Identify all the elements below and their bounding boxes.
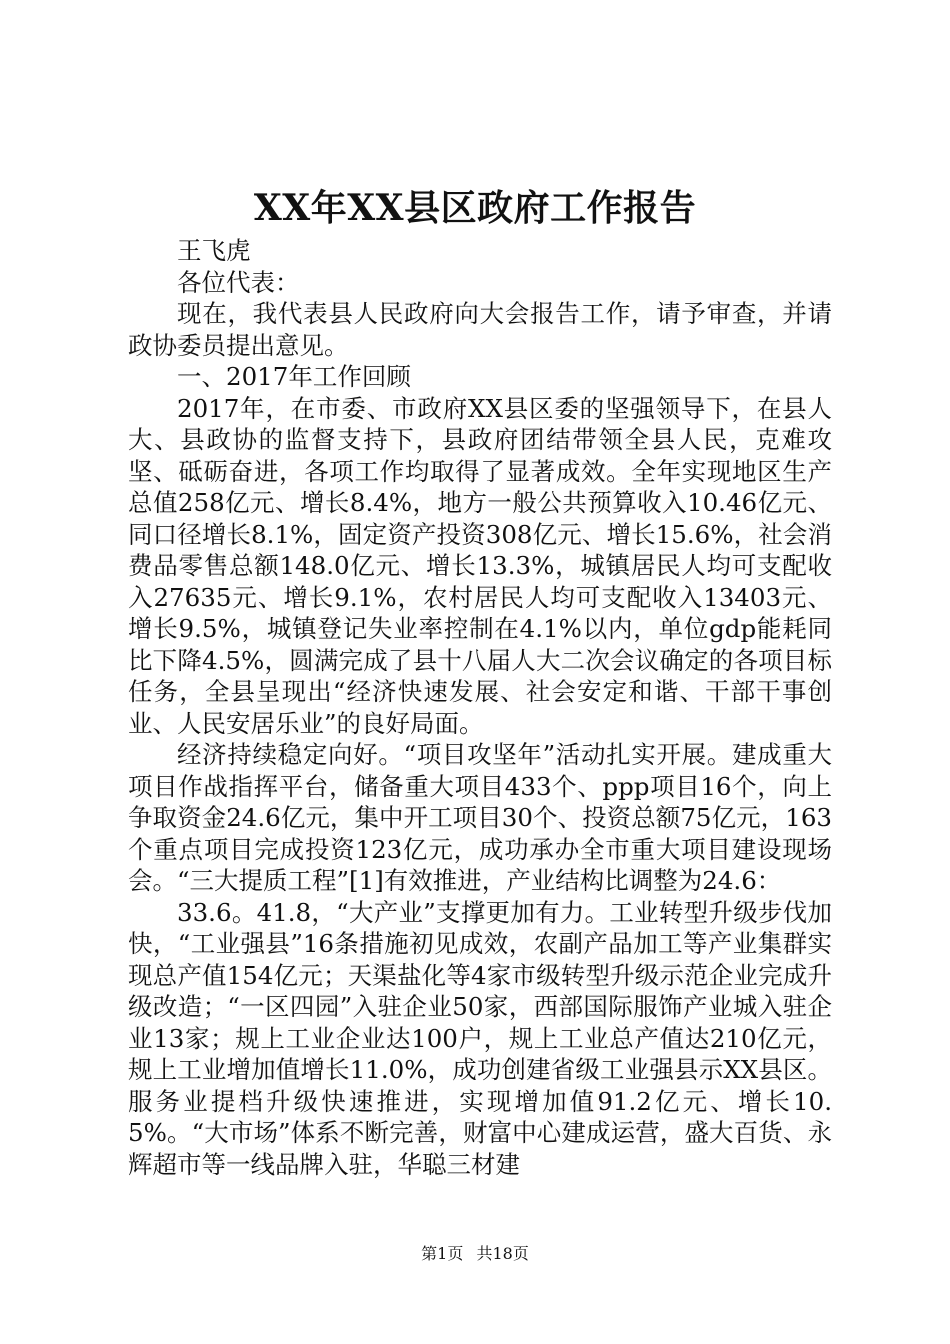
page-number: 第1页 bbox=[421, 1244, 464, 1263]
page-total: 共18页 bbox=[476, 1244, 529, 1263]
paragraph-industry: 33.6。41.8，“大产业”支撑更加有力。工业转型升级步伐加快，“工业强县”16条措施初见成效，农副产品加工等产业集群实现总产值154亿元；天渠盐化等4家市级转型升级示范企业完成升级改造；“一区四园”入驻企业50家，西部国际服饰产业城入驻企业13家；规上工业企业达100户，规上工业总产值达210亿元，规上工业增加值增长11.0%，成功创建省级工业强县示XX县区。服务业提档升级快速推进，实现增加值91.2亿元、增长10.5%。“大市场”体系不断完善，财富中心建成运营，盛大百货、永辉超市等一线品牌入驻，华聪三材建 bbox=[128, 897, 832, 1179]
salutation: 各位代表： bbox=[177, 267, 300, 297]
paragraph-intro: 现在，我代表县人民政府向大会报告工作，请予审查，并请政协委员提出意见。 bbox=[128, 299, 832, 360]
page-footer bbox=[0, 1243, 950, 1265]
paragraph-summary: 2017年，在市委、市政府XX县区委的坚强领导下，在县人大、县政协的监督支持下，县政府团结带领全县人民，克难攻坚、砥砺奋进，各项工作均取得了显著成效。全年实现地区生产总值258亿元、增长8.4%，地方一般公共预算收入10.46亿元、同口径增长8.1%，固定资产投资308亿元、增长15.6%，社会消费品零售总额148.0亿元、增长13.3%，城镇居民人均可支配收入27635元、增长9.1%，农村居民人均可支配收入13403元、增长9.5%，城镇登记失业率控制在4.1%以内，单位gdp能耗同比下降4.5%，圆满完成了县十八届人大二次会议确定的各项目标任务，全县呈现出“经济快速发展、社会安定和谐、干部干事创业、人民安居乐业”的良好局面。 bbox=[128, 393, 832, 738]
author-line: 王飞虎 bbox=[177, 236, 251, 265]
paragraph-economy: 经济持续稳定向好。“项目攻坚年”活动扎实开展。建成重大项目作战指挥平台，储备重大项目433个、ppp项目16个，向上争取资金24.6亿元，集中开工项目30个、投资总额75亿元，163个重点项目完成投资123亿元，成功承办全市重大项目建设现场会。“三大提质工程”[1]有效推进，产业结构比调整为24.6： bbox=[128, 740, 832, 895]
section-heading: 一、2017年工作回顾 bbox=[177, 362, 411, 391]
document-body bbox=[128, 235, 832, 1180]
document-title: XX年XX县区政府工作报告 bbox=[253, 187, 697, 229]
